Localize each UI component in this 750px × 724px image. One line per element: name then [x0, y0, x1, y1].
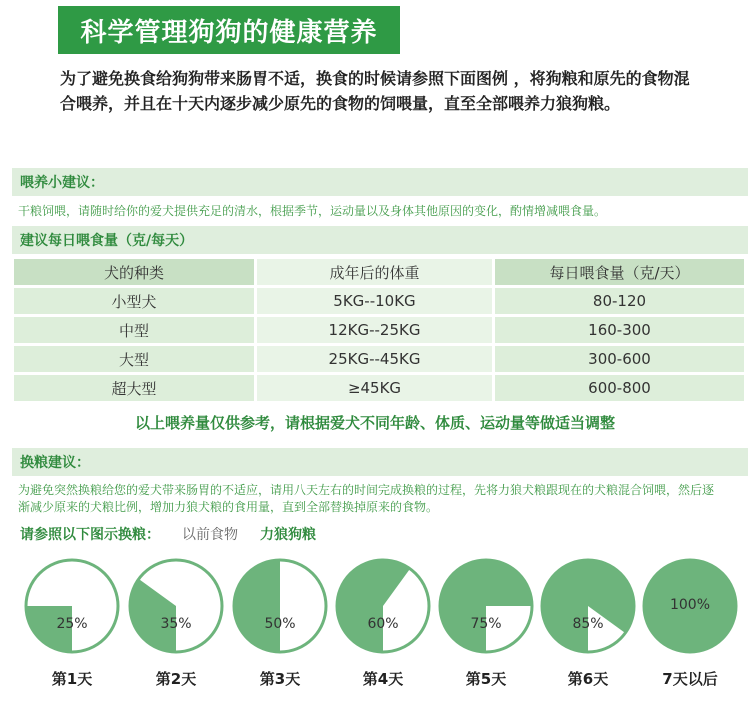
- pie-new-food-slice: [234, 560, 280, 652]
- pie-day-label: 第6天: [567, 670, 609, 688]
- legend-old-food: 以前食物: [182, 527, 238, 543]
- table-cell: 小型犬: [14, 288, 254, 314]
- pie-percent-label: 100%: [669, 597, 711, 613]
- pie-percent-label: 25%: [56, 616, 88, 632]
- column-header: 每日喂食量（克/天）: [492, 259, 744, 285]
- table-cell: 160-300: [492, 317, 744, 343]
- pie-percent-label: 75%: [470, 616, 502, 632]
- table-cell: 300-600: [492, 346, 744, 372]
- pie-chart: [640, 556, 740, 656]
- table-row: [14, 317, 744, 343]
- table-row: [14, 288, 744, 314]
- pie-percent-label: 60%: [367, 616, 399, 632]
- feeding-tips-heading: 喂养小建议：: [12, 168, 748, 196]
- table-cell: 大型: [14, 346, 254, 372]
- feeding-note: 以上喂养量仅供参考，请根据爱犬不同年龄、体质、运动量等做适当调整: [134, 414, 615, 432]
- table-cell: 5KG--10KG: [254, 288, 492, 314]
- table-cell: 超大型: [14, 375, 254, 401]
- pie-chart: [22, 556, 122, 656]
- pie-chart: [333, 556, 433, 656]
- pie-day-label: 7天以后: [662, 670, 718, 688]
- table-row: [14, 375, 744, 401]
- pie-legend: [20, 524, 316, 544]
- pie-chart: [126, 556, 226, 656]
- column-header: 犬的种类: [14, 259, 254, 285]
- food-switch-pies: [0, 556, 750, 716]
- table-cell: 600-800: [492, 375, 744, 401]
- page-title: 科学管理狗狗的健康营养: [58, 6, 400, 54]
- legend-new-food: 力狼狗粮: [260, 527, 316, 543]
- pie-chart: [230, 556, 330, 656]
- daily-amount-heading: 建议每日喂食量（克/每天）: [12, 226, 748, 254]
- pie-percent-label: 35%: [160, 616, 192, 632]
- switch-tips-heading: 换粮建议：: [12, 448, 748, 476]
- table-cell: 中型: [14, 317, 254, 343]
- daily-amount-table: [14, 256, 744, 404]
- table-row: [14, 346, 744, 372]
- switch-tips-text: 为避免突然换粮给您的爱犬带来肠胃的不适应，请用八天左右的时间完成换粮的过程，先将力狼犬粮跟现在的犬粮混合饲喂，然后逐渐减少原来的犬粮比例，增加力狼犬粮的食用量，直到全部替换掉原来的食物。: [18, 483, 715, 514]
- pie-percent-label: 85%: [572, 616, 604, 632]
- table-cell: ≥45KG: [254, 375, 492, 401]
- pie-day-label: 第4天: [362, 670, 404, 688]
- table-header-row: [14, 259, 744, 285]
- intro-text: 为了避免换食给狗狗带来肠胃不适，换食的时候请参照下面图例 ，将狗粮和原先的食物混合喂养，并且在十天内逐步减少原先的食物的饲喂量，直至全部喂养力狼狗粮。: [60, 69, 690, 113]
- column-header: 成年后的体重: [254, 259, 492, 285]
- pie-day-label: 第5天: [465, 670, 507, 688]
- pie-day-label: 第3天: [259, 670, 301, 688]
- feeding-tips-text: 干粮饲喂，请随时给你的爱犬提供充足的清水，根据季节，运动量以及身体其他原因的变化，酌情增减喂食量。: [18, 204, 607, 218]
- pie-percent-label: 50%: [264, 616, 296, 632]
- pie-day-label: 第1天: [51, 670, 93, 688]
- pie-day-label: 第2天: [155, 670, 197, 688]
- table-cell: 25KG--45KG: [254, 346, 492, 372]
- table-cell: 80-120: [492, 288, 744, 314]
- table-cell: 12KG--25KG: [254, 317, 492, 343]
- pie-chart: [538, 556, 638, 656]
- legend-label: 请参照以下图示换粮：: [20, 527, 160, 543]
- pie-chart: [436, 556, 536, 656]
